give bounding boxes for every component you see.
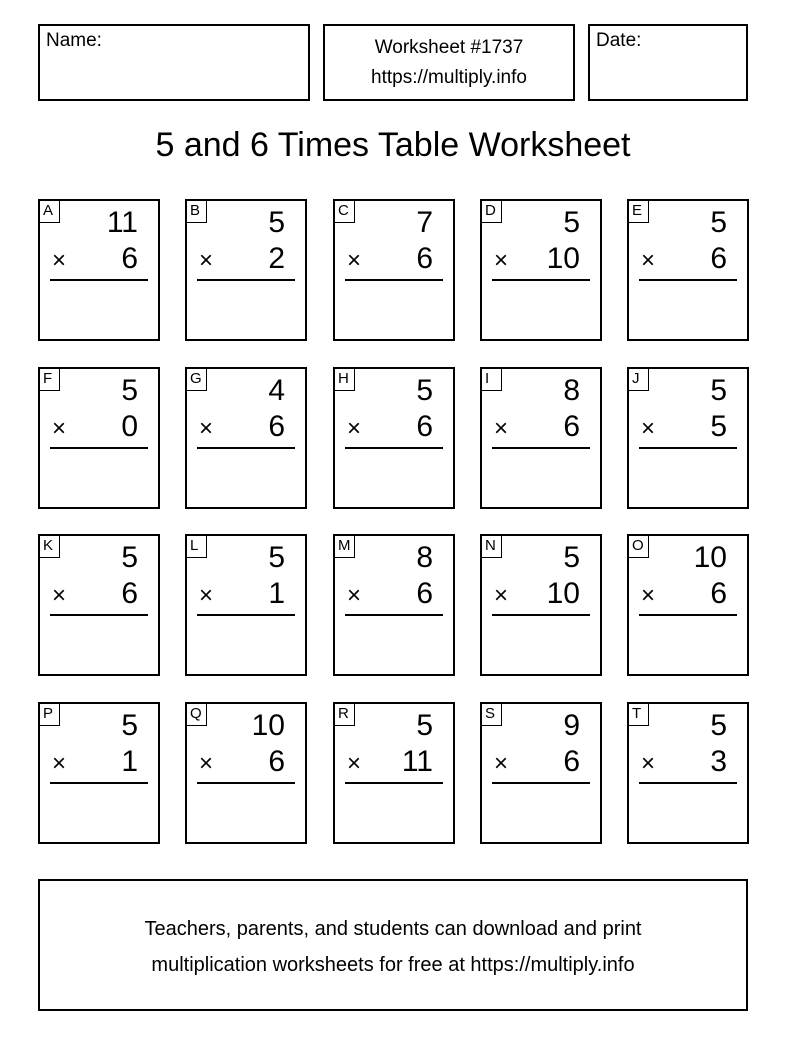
multiply-sign: × [641,247,656,274]
multiply-sign: × [199,582,214,609]
date-box[interactable] [588,24,748,101]
multiply-sign: × [347,582,362,609]
multiply-sign: × [52,415,67,442]
problem-card[interactable] [480,702,602,844]
multiplicand: 5 [121,374,138,407]
problem-card[interactable] [480,534,602,676]
multiplier: 10 [546,577,580,610]
multiplicand: 11 [106,206,138,239]
answer-line [345,614,443,616]
answer-line [197,279,295,281]
multiplicand: 8 [416,541,433,574]
problem-card[interactable] [627,367,749,509]
problem-card[interactable] [627,199,749,341]
problem-letter: E [629,201,649,223]
multiplicand: 5 [268,541,285,574]
answer-line [197,782,295,784]
multiply-sign: × [347,415,362,442]
page-title: 5 and 6 Times Table Worksheet [155,126,631,164]
answer-line [345,279,443,281]
multiplicand: 10 [693,541,727,574]
multiplier: 6 [268,745,285,778]
multiplicand: 5 [710,709,727,742]
multiplier: 6 [416,577,433,610]
multiply-sign: × [347,247,362,274]
worksheet-info-box [323,24,575,101]
date-label: Date: [596,30,642,51]
problem-card[interactable] [185,534,307,676]
multiply-sign: × [52,582,67,609]
multiplicand: 5 [710,374,727,407]
problem-letter: L [187,536,207,558]
multiply-sign: × [199,247,214,274]
multiply-sign: × [52,750,67,777]
multiplier: 1 [268,577,285,610]
multiply-sign: × [347,750,362,777]
footer-line-1: Teachers, parents, and students can download and print [144,918,642,940]
problem-letter: H [335,369,355,391]
answer-line [345,447,443,449]
multiplier: 6 [416,242,433,275]
multiplicand: 9 [563,709,580,742]
answer-line [492,279,590,281]
multiply-sign: × [641,582,656,609]
multiplicand: 8 [563,374,580,407]
problem-letter: D [482,201,502,223]
multiply-sign: × [641,750,656,777]
multiplier: 6 [563,745,580,778]
problem-card[interactable] [185,199,307,341]
name-box[interactable] [38,24,310,101]
answer-line [197,614,295,616]
footer-text [40,911,746,983]
multiplier: 6 [268,410,285,443]
answer-line [197,447,295,449]
problem-card[interactable] [185,702,307,844]
problem-letter: F [40,369,60,391]
problem-card[interactable] [333,702,455,844]
problem-card[interactable] [38,702,160,844]
problem-letter: I [482,369,502,391]
problem-letter: G [187,369,207,391]
multiply-sign: × [494,247,509,274]
footer-box [38,879,748,1011]
answer-line [639,279,737,281]
problem-card[interactable] [627,534,749,676]
problem-card[interactable] [480,199,602,341]
problem-letter: O [629,536,649,558]
multiplier: 1 [121,745,138,778]
problem-letter: T [629,704,649,726]
problem-letter: S [482,704,502,726]
problem-letter: P [40,704,60,726]
worksheet-info [325,33,573,93]
multiply-sign: × [494,582,509,609]
multiplier: 3 [710,745,727,778]
multiplicand: 5 [563,206,580,239]
multiplicand: 5 [710,206,727,239]
multiplier: 6 [710,577,727,610]
multiplicand: 5 [121,709,138,742]
problem-letter: A [40,201,60,223]
problem-letter: Q [187,704,207,726]
multiplicand: 5 [268,206,285,239]
multiplicand: 5 [416,374,433,407]
answer-line [50,782,148,784]
multiplicand: 5 [563,541,580,574]
multiplier: 6 [563,410,580,443]
answer-line [492,447,590,449]
problem-letter: N [482,536,502,558]
multiplicand: 10 [251,709,285,742]
worksheet-url: https://multiply.info [371,67,527,88]
multiplicand: 7 [416,206,433,239]
multiplier: 6 [121,242,138,275]
worksheet-number: Worksheet #1737 [374,37,524,58]
problem-letter: M [335,536,355,558]
multiplier: 11 [401,745,433,778]
multiplier: 5 [710,410,727,443]
name-label: Name: [46,30,102,51]
multiplier: 6 [121,577,138,610]
multiply-sign: × [199,415,214,442]
multiplicand: 5 [416,709,433,742]
problem-card[interactable] [333,534,455,676]
problem-card[interactable] [38,367,160,509]
multiplier: 6 [710,242,727,275]
answer-line [639,447,737,449]
answer-line [492,782,590,784]
answer-line [492,614,590,616]
problem-card[interactable] [627,702,749,844]
problem-letter: B [187,201,207,223]
answer-line [50,279,148,281]
multiply-sign: × [199,750,214,777]
problem-card[interactable] [333,199,455,341]
multiplicand: 5 [121,541,138,574]
answer-line [50,447,148,449]
problem-card[interactable] [38,199,160,341]
answer-line [345,782,443,784]
footer-line-2: multiplication worksheets for free at https://multiply.info [151,954,635,976]
multiply-sign: × [494,415,509,442]
problem-letter: R [335,704,355,726]
problem-card[interactable] [38,534,160,676]
problem-letter: C [335,201,355,223]
multiplier: 6 [416,410,433,443]
multiply-sign: × [641,415,656,442]
answer-line [50,614,148,616]
answer-line [639,782,737,784]
problem-card[interactable] [185,367,307,509]
multiplier: 10 [546,242,580,275]
multiplier: 2 [268,242,285,275]
problem-letter: J [629,369,649,391]
problem-card[interactable] [333,367,455,509]
multiplicand: 4 [268,374,285,407]
answer-line [639,614,737,616]
multiplier: 0 [121,410,138,443]
multiply-sign: × [494,750,509,777]
multiply-sign: × [52,247,67,274]
problem-letter: K [40,536,60,558]
problem-card[interactable] [480,367,602,509]
